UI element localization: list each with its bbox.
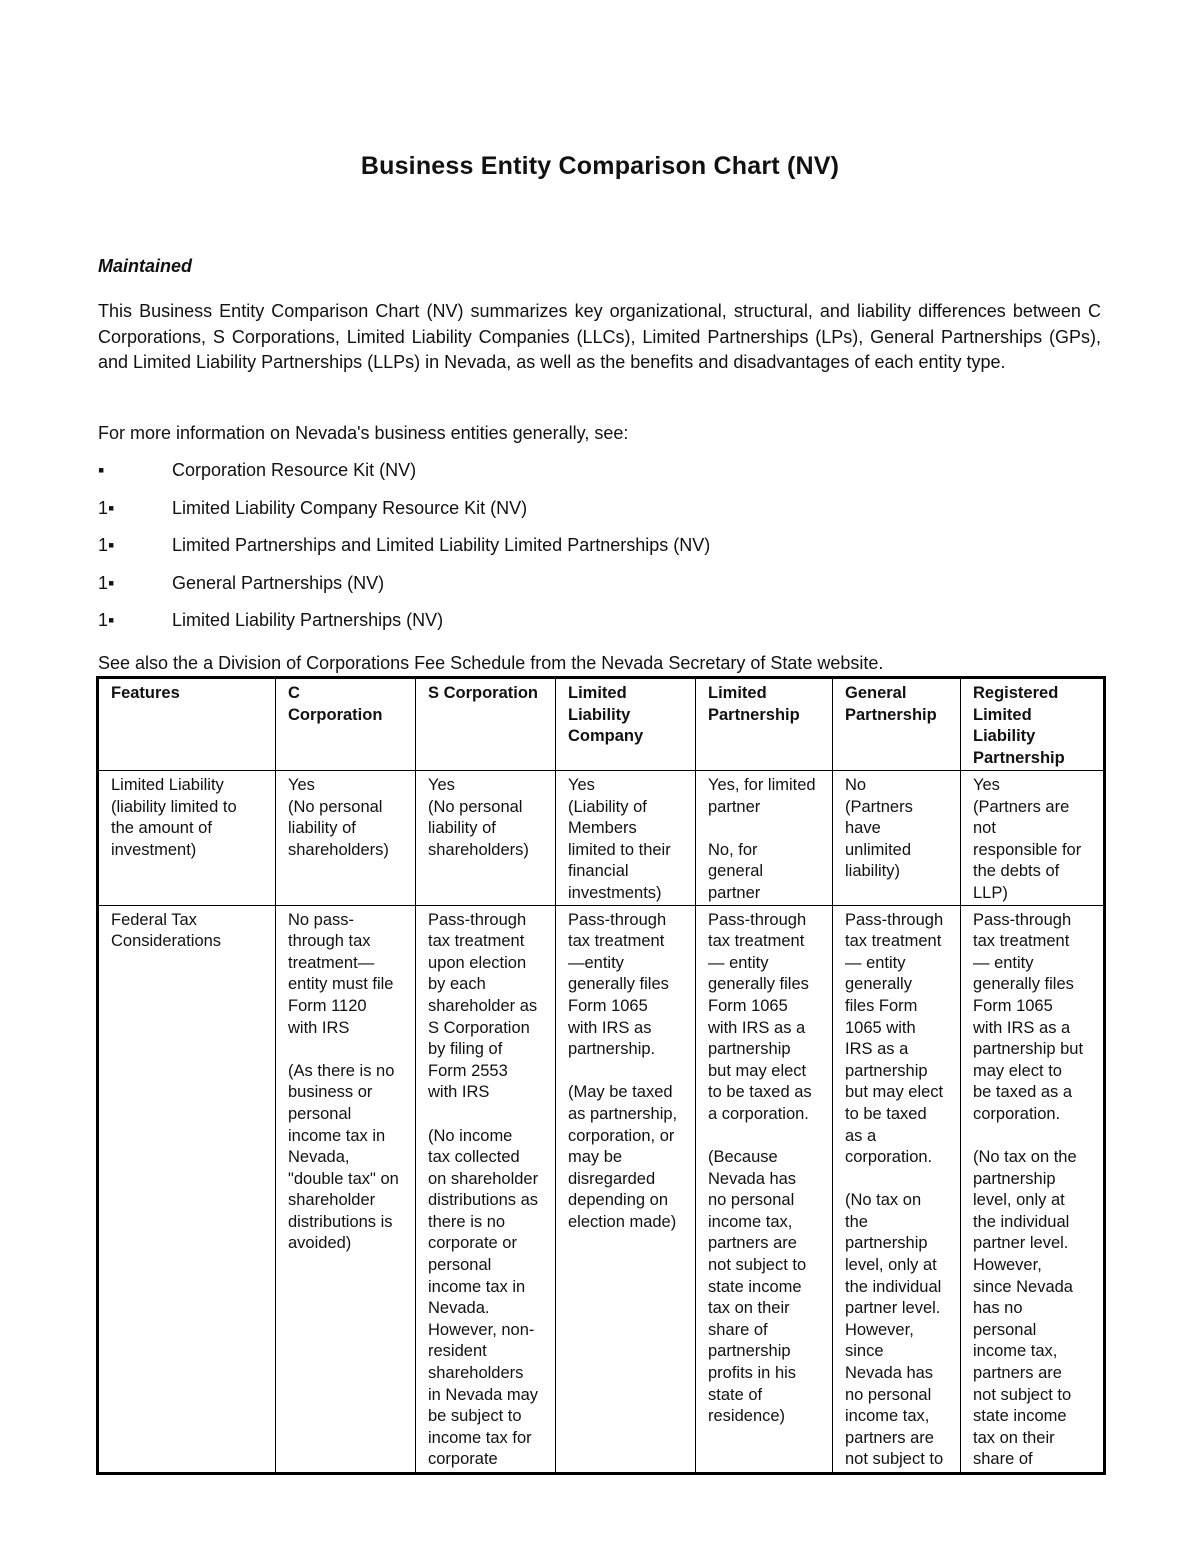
table-cell: No (Partners have unlimited liability) <box>833 771 961 906</box>
column-header-s-corporation: S Corporation <box>416 678 556 771</box>
resource-link-general-partnerships[interactable]: General Partnerships (NV) <box>172 572 385 593</box>
table-cell: Yes (Liability of Members limited to their financial investments) <box>556 771 696 906</box>
table-cell: Pass-through tax treatment — entity generally files Form 1065 with IRS as a partnership but may elect to be taxed as a corporation. (Because Nevada has no personal income tax, partners are not subject to state income tax on their share of partnership profits in his state of residence) <box>696 905 833 1473</box>
column-header-general-partnership: General Partnership <box>833 678 961 771</box>
table-cell: Pass-through tax treatment —entity generally files Form 1065 with IRS as partnership. (May be taxed as partnership, corporation, or may be disregarded depending on election made) <box>556 905 696 1473</box>
column-header-limited-partnership: Limited Partnership <box>696 678 833 771</box>
bullet-marker: 1▪ <box>98 497 115 518</box>
resource-link-corporation-kit[interactable]: Corporation Resource Kit (NV) <box>172 460 417 480</box>
column-header-rllp: Registered Limited Liability Partnership <box>961 678 1105 771</box>
intro-paragraph: This Business Entity Comparison Chart (NV) summarizes key organizational, structural, and liability differences between C Corporations, S Corporations, Limited Liability Companies (LLCs), Limited Partnerships (LPs), General Partnerships (GPs), and Limited Liability Partnerships (LLPs) in Nevada, as well as the benefits and disadvantages of each entity type. <box>98 301 1101 372</box>
column-header-llc: Limited Liability Company <box>556 678 696 771</box>
comparison-table <box>96 676 1106 1475</box>
table-cell: Yes, for limited partner No, for general partner <box>696 771 833 906</box>
table-cell: Pass-through tax treatment upon election by each shareholder as S Corporation by filing of Form 2553 with IRS (No income tax collected on shareholder distributions as there is no corporate or personal income tax in Nevada. However, non- resident shareholders in Nevada may be subject to income tax for corporate <box>416 905 556 1473</box>
resource-link-limited-partnerships[interactable]: Limited Partnerships and Limited Liability Limited Partnerships (NV) <box>172 535 711 555</box>
more-info-text: For more information on Nevada's business entities generally, see: <box>98 423 629 443</box>
table-row <box>98 905 1105 1473</box>
table-cell: Pass-through tax treatment — entity generally files Form 1065 with IRS as a partnership but may elect to be taxed as a corporation. (No tax on the partnership level, only at the individual partner level. However, since Nevada has no personal income tax, partners are not subject to state income tax on their share of <box>961 905 1105 1473</box>
table-cell: Limited Liability (liability limited to the amount of investment) <box>98 771 276 906</box>
resource-link-llc-kit[interactable]: Limited Liability Company Resource Kit (NV) <box>172 497 528 518</box>
table-header-row <box>98 678 1105 771</box>
page-title: Business Entity Comparison Chart (NV) <box>360 152 840 180</box>
resource-link-llp[interactable]: Limited Liability Partnerships (NV) <box>172 610 444 630</box>
status-label: Maintained <box>98 256 193 276</box>
bullet-marker: 1▪ <box>98 610 115 630</box>
bullet-marker: ▪ <box>98 460 105 480</box>
table-cell: Yes (Partners are not responsible for the debts of LLP) <box>961 771 1105 906</box>
table-row <box>98 771 1105 906</box>
bullet-marker: 1▪ <box>98 572 115 593</box>
table-cell: Federal Tax Considerations <box>98 905 276 1473</box>
table-cell: Pass-through tax treatment — entity generally files Form 1065 with IRS as a partnership but may elect to be taxed as a corporation. (No tax on the partnership level, only at the individual partner level. However, since Nevada has no personal income tax, partners are not subject to <box>833 905 961 1473</box>
see-also-text: See also the a Division of Corporations Fee Schedule from the Nevada Secretary of State website. <box>98 653 884 673</box>
column-header-c-corporation: C Corporation <box>276 678 416 771</box>
bullet-marker: 1▪ <box>98 535 115 555</box>
column-header-features: Features <box>98 678 276 771</box>
table-cell: No pass- through tax treatment— entity must file Form 1120 with IRS (As there is no business or personal income tax in Nevada, "double tax" on shareholder distributions is avoided) <box>276 905 416 1473</box>
table-cell: Yes (No personal liability of shareholders) <box>416 771 556 906</box>
table-cell: Yes (No personal liability of shareholders) <box>276 771 416 906</box>
